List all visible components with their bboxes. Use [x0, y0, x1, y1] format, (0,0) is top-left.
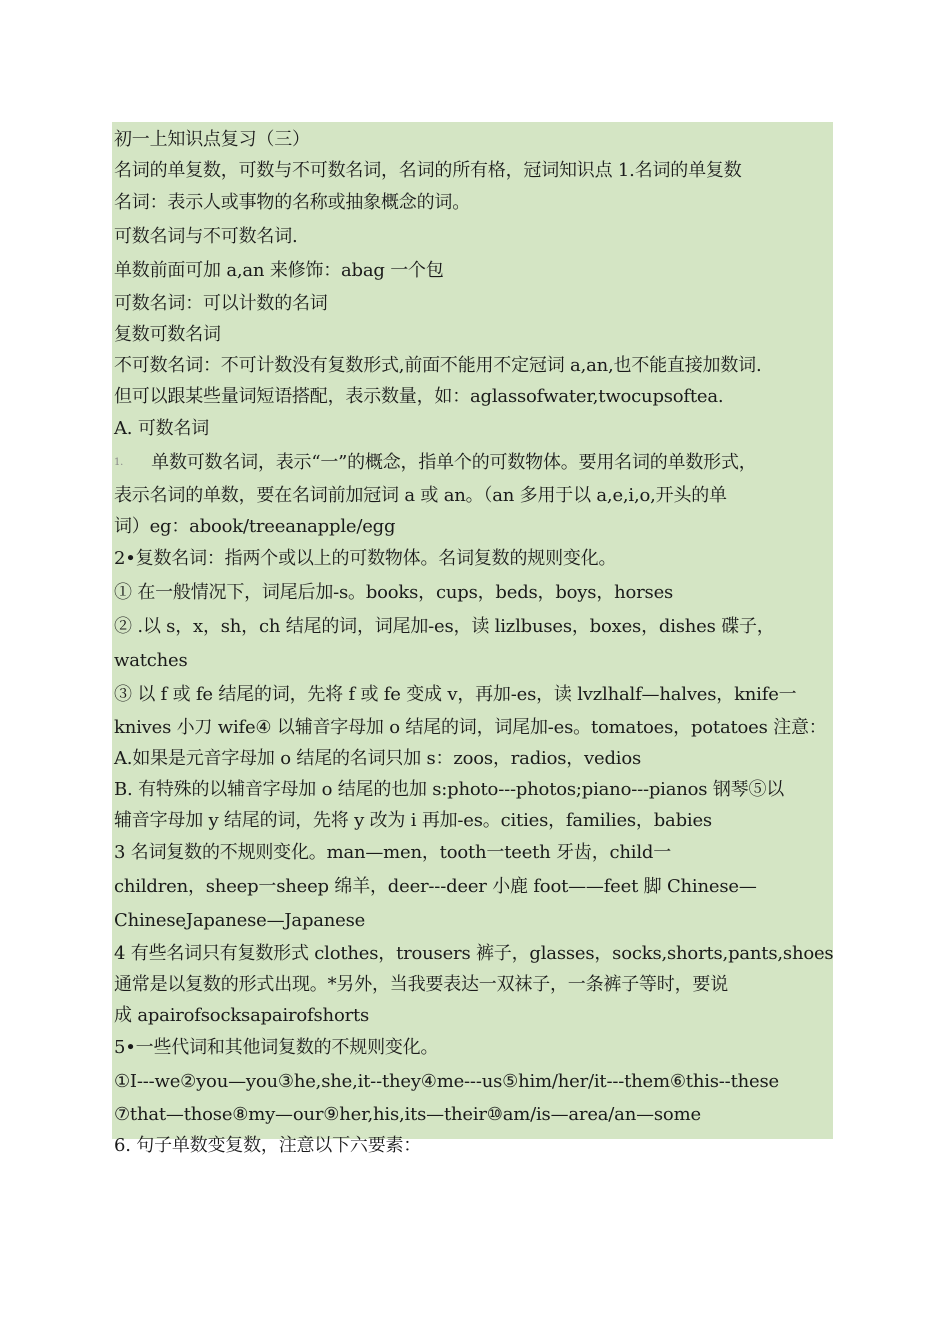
text-line: ① 在一般情况下，词尾后加-s。books，cups，beds，boys，horses: [114, 582, 674, 603]
text-line: ② .以 s，x，sh，ch 结尾的词，词尾加-es，读 lizlbuses，boxes，dishes 碟子，: [114, 616, 775, 637]
text-line: ③ 以 f 或 fe 结尾的词，先将 f 或 fe 变成 v，再加-es，读 lvzlhalf—halves，knife一: [114, 684, 797, 705]
text-line: 可数名词：可以计数的名词: [114, 293, 328, 314]
item-number: 1.: [114, 457, 124, 468]
text-line: 6. 句子单数变复数，注意以下六要素：: [114, 1135, 422, 1156]
document-page: [112, 122, 834, 1156]
text-line: 通常是以复数的形式出现。*另外，当我要表达一双袜子，一条裤子等时，要说: [114, 974, 728, 995]
document-title: 初一上知识点复习（三）: [114, 129, 310, 150]
text-line: 表示名词的单数，要在名词前加冠词 a 或 an。（an 多用于以 a,e,i,o,开头的单: [114, 485, 727, 506]
numbered-item: [114, 446, 833, 480]
text-line: ①I---we②you—you③he,she,it--they④me---us⑤him/her/it---them⑥this--these: [114, 1071, 779, 1092]
text-line: knives 小刀 wife④ 以辅音字母加 o 结尾的词，词尾加-es。tomatoes，potatoes 注意：: [114, 717, 827, 738]
text-line: 5•一些代词和其他词复数的不规则变化。: [114, 1037, 439, 1058]
section-heading: A. 可数名词: [114, 418, 210, 439]
item-text: 单数可数名词，表示“一”的概念，指单个的可数物体。要用名词的单数形式，: [151, 452, 757, 473]
text-line: B. 有特殊的以辅音字母加 o 结尾的也加 s:photo---photos;piano---pianos 钢琴⑤以: [114, 779, 785, 800]
text-line: 复数可数名词: [114, 324, 221, 345]
text-line: 不可数名词：不可计数没有复数形式,前面不能用不定冠词 a,an,也不能直接加数词.: [114, 355, 762, 376]
text-line: 3 名词复数的不规则变化。man—men，tooth一teeth 牙齿，child一: [114, 842, 672, 863]
text-line: ChineseJapanese—Japanese: [114, 910, 366, 931]
text-line: watches: [114, 650, 188, 671]
text-line: 2•复数名词：指两个或以上的可数物体。名词复数的规则变化。: [114, 548, 617, 569]
text-line: children，sheep一sheep 绵羊，deer---deer 小鹿 foot——feet 脚 Chinese—: [114, 876, 757, 897]
text-line: 但可以跟某些量词短语搭配，表示数量，如：aglassofwater,twocupsoftea.: [114, 386, 724, 407]
text-line: 4 有些名词只有复数形式 clothes，trousers 裤子，glasses，socks,shorts,pants,shoes: [114, 943, 834, 964]
text-line: 名词：表示人或事物的名称或抽象概念的词。: [114, 192, 470, 213]
text-line: 可数名词与不可数名词.: [114, 226, 298, 247]
text-line: 单数前面可加 a,an 来修饰：abag 一个包: [114, 260, 444, 281]
text-line: ⑦that—those⑧my—our⑨her,his,its—their⑩am/is—area/an—some: [114, 1104, 701, 1125]
text-line: A.如果是元音字母加 o 结尾的名词只加 s：zoos，radios，vedios: [114, 748, 642, 769]
text-line: 名词的单复数，可数与不可数名词，名词的所有格，冠词知识点 1.名词的单复数: [114, 160, 742, 181]
text-line: 词）eg：abook/treeanapple/egg: [114, 516, 396, 537]
text-line: 辅音字母加 y 结尾的词，先将 y 改为 i 再加-es。cities，families，babies: [114, 810, 712, 831]
text-line: 成 apairofsocksapairofshorts: [114, 1005, 370, 1026]
